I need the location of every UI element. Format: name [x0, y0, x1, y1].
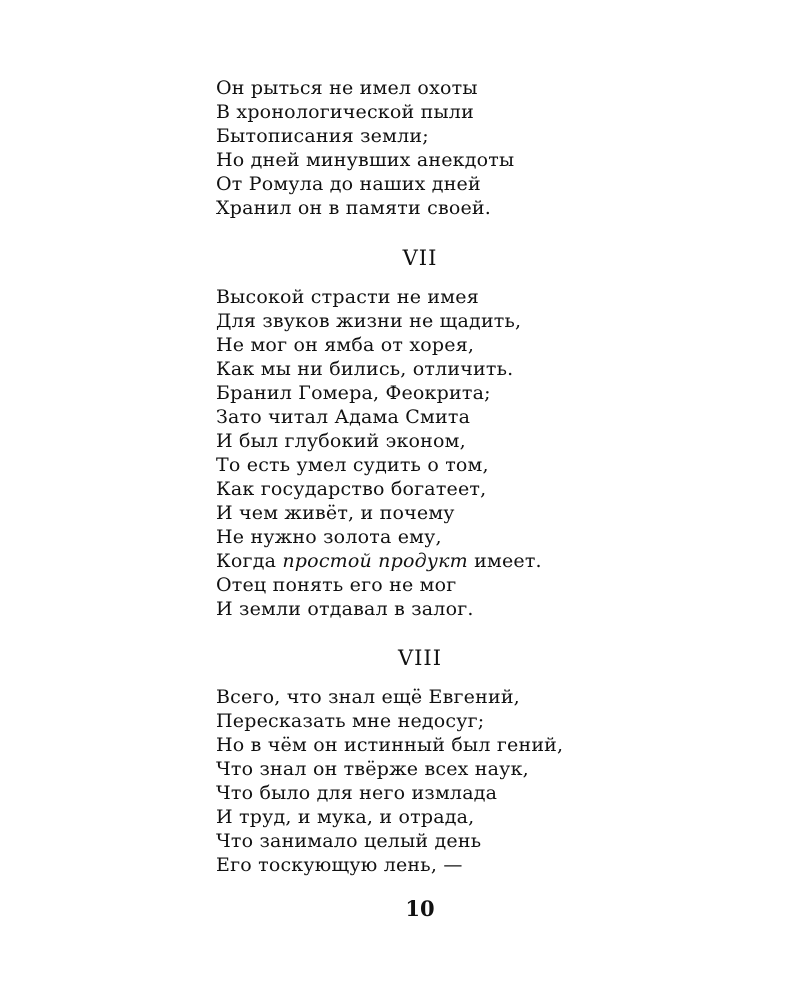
verse-line: Что было для него измлада: [216, 782, 498, 804]
verse-line: Высокой страсти не имея: [216, 286, 479, 308]
stanza-heading-vii: VII: [402, 246, 438, 270]
verse-line: Хранил он в памяти своей.: [216, 197, 492, 219]
verse-line: И земли отдавал в залог.: [216, 598, 474, 620]
verse-line: Но в чём он истинный был гений,: [216, 734, 564, 756]
stanza-heading-viii: VIII: [397, 646, 443, 670]
verse-line: И труд, и мука, и отрада,: [216, 806, 475, 828]
verse-line: Не нужно золота ему,: [216, 526, 442, 548]
verse-line: Зато читал Адама Смита: [216, 406, 471, 428]
verse-line: Что знал он твёрже всех наук,: [216, 758, 529, 780]
verse-line: Как мы ни бились, отличить.: [216, 358, 514, 380]
italic-phrase: простой продукт: [282, 550, 468, 572]
verse-line: И был глубокий эконом,: [216, 430, 466, 452]
verse-line: Его тоскующую лень, —: [216, 854, 463, 876]
verse-line: Бытописания земли;: [216, 125, 429, 147]
page-number: 10: [405, 896, 435, 921]
verse-text: имеет.: [467, 550, 542, 572]
verse-line: Он рыться не имел охоты: [216, 77, 478, 99]
stanza-vi-end: [216, 76, 776, 220]
verse-line: То есть умел судить о том,: [216, 454, 489, 476]
verse-line-with-italic: [216, 549, 776, 573]
verse-line: В хронологической пыли: [216, 101, 474, 123]
verse-line: От Ромула до наших дней: [216, 173, 481, 195]
verse-line: Всего, что знал ещё Евгений,: [216, 686, 520, 708]
verse-line: Для звуков жизни не щадить,: [216, 310, 522, 332]
verse-text: Когда: [216, 550, 283, 572]
verse-line: Отец понять его не мог: [216, 574, 457, 596]
verse-line: Что занимало целый день: [216, 830, 482, 852]
verse-line: И чем живёт, и почему: [216, 502, 455, 524]
verse-line: Не мог он ямба от хорея,: [216, 334, 475, 356]
verse-line: Бранил Гомера, Феокрита;: [216, 382, 491, 404]
verse-line: Как государство богатеет,: [216, 478, 487, 500]
stanza-vii: [216, 285, 776, 621]
stanza-viii: [216, 685, 776, 877]
verse-line: Но дней минувших анекдоты: [216, 149, 515, 171]
verse-line: Пересказать мне недосуг;: [216, 710, 485, 732]
